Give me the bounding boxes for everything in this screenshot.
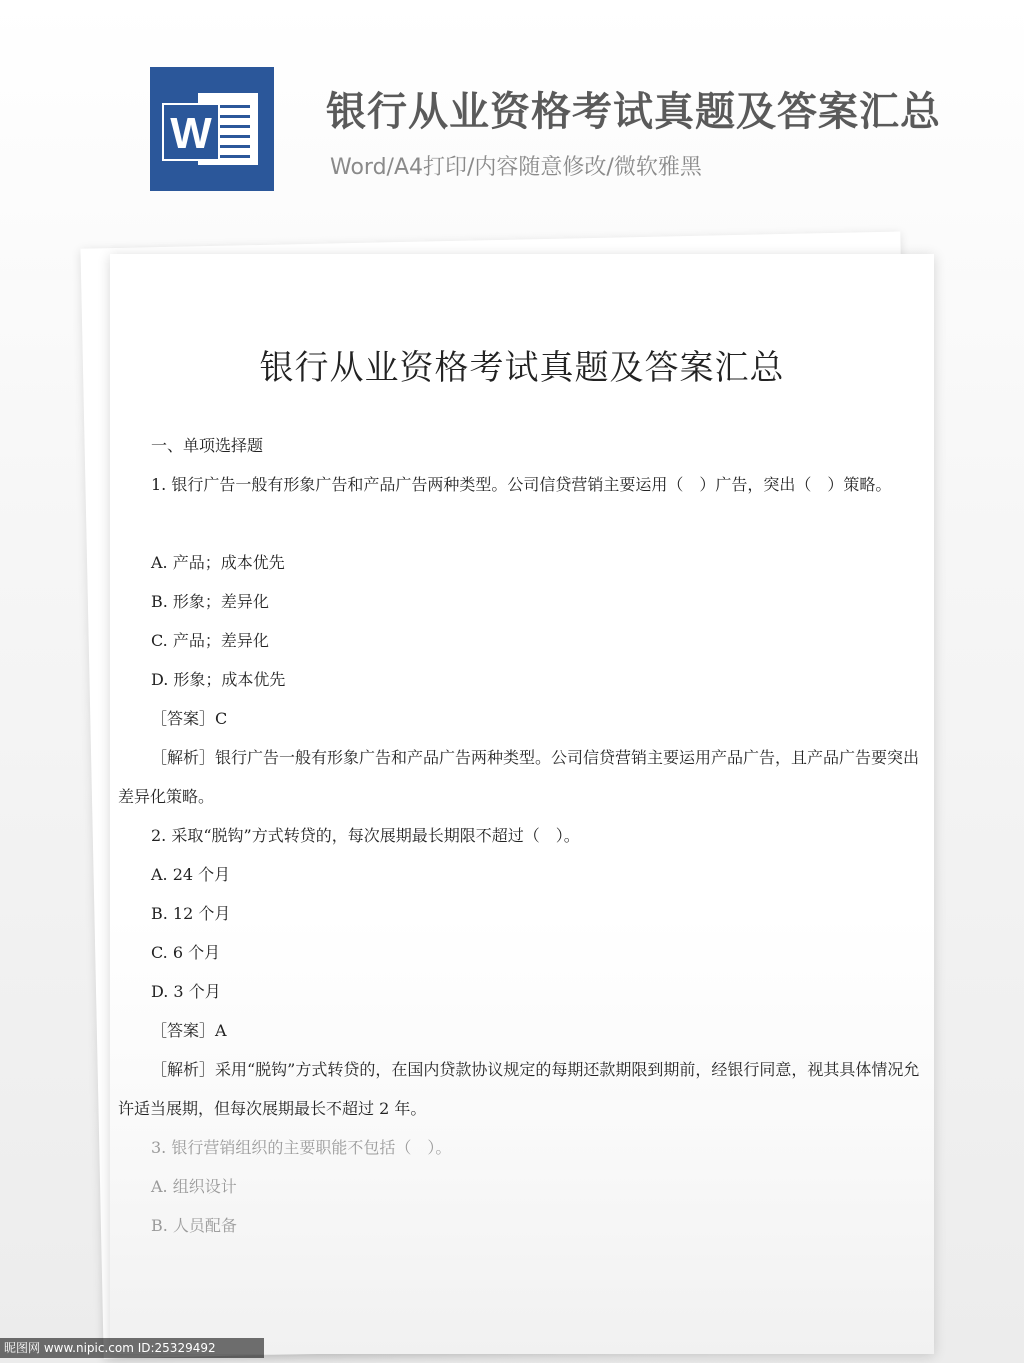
word-logo-icon bbox=[150, 67, 274, 191]
question-2-option-d: D. 3 个月 bbox=[151, 982, 221, 1001]
banner-header bbox=[0, 0, 1024, 220]
question-1-stem: 1. 银行广告一般有形象广告和产品广告两种类型。公司信贷营销主要运用（ ）广告，突出（ ）策略。 bbox=[151, 475, 892, 494]
question-2-answer: ［答案］A bbox=[151, 1021, 227, 1040]
question-1-option-d: D. 形象；成本优先 bbox=[151, 670, 286, 689]
word-letter: W bbox=[162, 103, 220, 161]
question-2-option-c: C. 6 个月 bbox=[151, 943, 221, 962]
question-1-option-a: A. 产品；成本优先 bbox=[151, 553, 285, 572]
question-3-stem: 3. 银行营销组织的主要职能不包括（ ）。 bbox=[151, 1138, 452, 1157]
question-1-analysis: ［解析］银行广告一般有形象广告和产品广告两种类型。公司信贷营销主要运用产品广告，且产品广告要突出差异化策略。 bbox=[118, 748, 920, 806]
question-2-analysis: ［解析］采用“脱钩”方式转贷的，在国内贷款协议规定的每期还款期限到期前，经银行同意，视其具体情况允许适当展期，但每次展期最长不超过 2 年。 bbox=[118, 1060, 920, 1118]
question-2-stem: 2. 采取“脱钩”方式转贷的，每次展期最长期限不超过（ ）。 bbox=[151, 826, 580, 845]
question-3-option-b: B. 人员配备 bbox=[151, 1216, 237, 1235]
document-title: 银行从业资格考试真题及答案汇总 bbox=[259, 348, 785, 388]
document-page bbox=[110, 254, 934, 1354]
watermark-bar: 昵图网 www.nipic.com ID:25329492 bbox=[0, 1338, 264, 1358]
question-1-answer: ［答案］C bbox=[151, 709, 228, 728]
question-3-option-a: A. 组织设计 bbox=[151, 1177, 237, 1196]
question-2-option-a: A. 24 个月 bbox=[151, 865, 231, 884]
section-heading: 一、单项选择题 bbox=[151, 436, 264, 455]
question-1-option-c: C. 产品；差异化 bbox=[151, 631, 269, 650]
question-1-option-b: B. 形象；差异化 bbox=[151, 592, 269, 611]
banner-title: 银行从业资格考试真题及答案汇总 bbox=[326, 89, 941, 135]
banner-subtitle: Word/A4打印/内容随意修改/微软雅黑 bbox=[330, 155, 702, 180]
question-2-option-b: B. 12 个月 bbox=[151, 904, 231, 923]
